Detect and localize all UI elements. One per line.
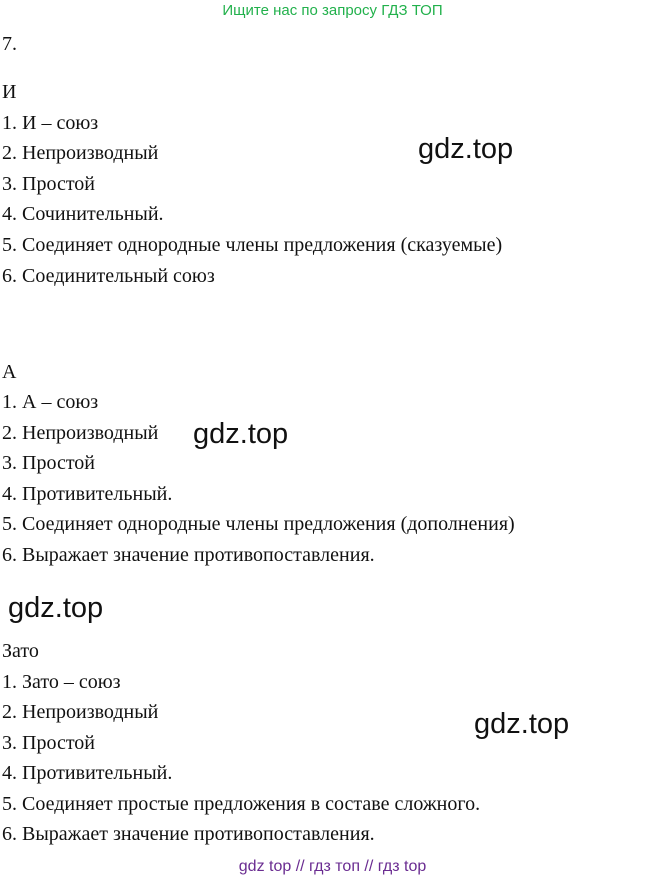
list-item: 4. Противительный.	[2, 762, 173, 784]
footer-links: gdz top // гдз топ // гдз top	[238, 858, 427, 875]
list-item: 6. Соединительный союз	[2, 265, 215, 287]
list-item: 3. Простой	[2, 173, 95, 195]
list-item: 5. Соединяет простые предложения в составе сложного.	[2, 793, 481, 815]
list-item: 4. Противительный.	[2, 483, 173, 505]
section-title-zato: Зато	[2, 640, 39, 662]
list-item: 3. Простой	[2, 732, 95, 754]
watermark: gdz.top	[418, 133, 514, 165]
list-item: 4. Сочинительный.	[2, 203, 164, 225]
watermark: gdz.top	[474, 708, 570, 740]
list-item: 2. Непроизводный	[2, 142, 159, 164]
list-item: 5. Соединяет однородные члены предложения (сказуемые)	[2, 234, 503, 256]
list-item: 2. Непроизводный	[2, 422, 159, 444]
task-number: 7.	[2, 33, 17, 55]
list-item: 1. А – союз	[2, 391, 99, 413]
search-banner: Ищите нас по запросу ГДЗ ТОП	[222, 2, 443, 19]
section-title-a: А	[2, 361, 17, 383]
list-item: 1. И – союз	[2, 112, 99, 134]
watermark: gdz.top	[8, 592, 104, 624]
list-item: 6. Выражает значение противопоставления.	[2, 544, 375, 566]
watermark: gdz.top	[193, 418, 289, 450]
section-title-i: И	[2, 81, 17, 103]
list-item: 2. Непроизводный	[2, 701, 159, 723]
list-item: 1. Зато – союз	[2, 671, 121, 693]
list-item: 5. Соединяет однородные члены предложения (дополнения)	[2, 513, 515, 535]
list-item: 3. Простой	[2, 452, 95, 474]
list-item: 6. Выражает значение противопоставления.	[2, 823, 375, 845]
